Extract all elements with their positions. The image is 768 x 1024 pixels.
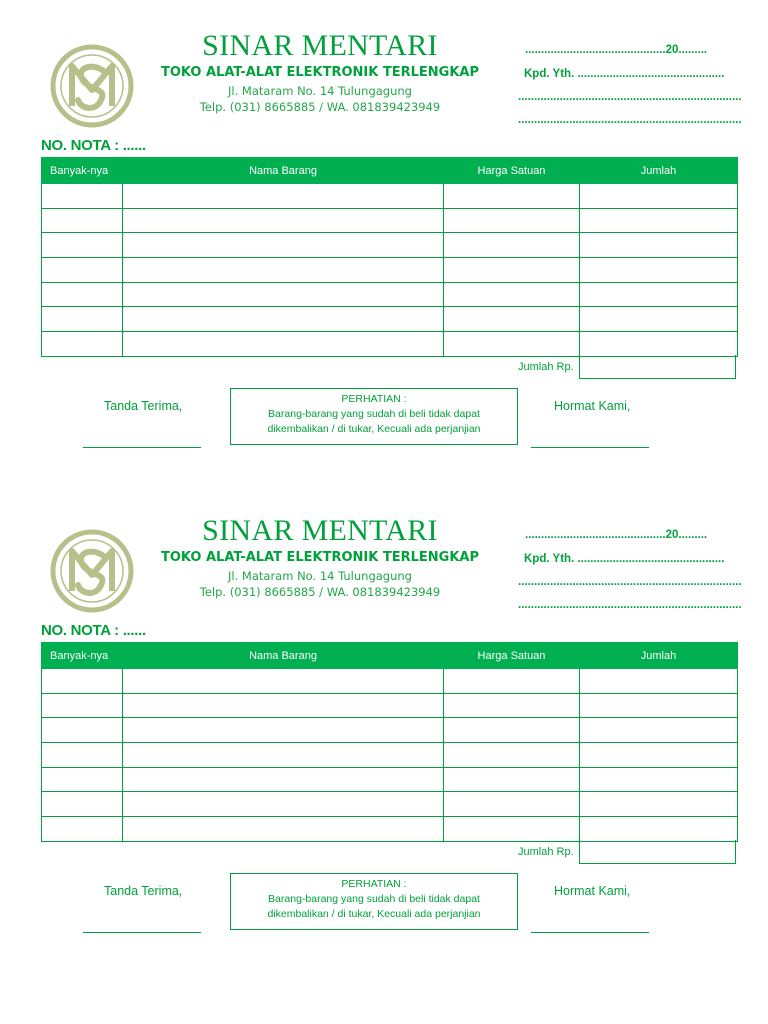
table-row [42,792,738,817]
amount-cell[interactable] [580,184,738,209]
item-name-cell[interactable] [123,208,444,233]
unit-price-cell[interactable] [444,233,580,258]
amount-cell[interactable] [580,282,738,307]
items-table [41,642,738,842]
amount-cell[interactable] [580,307,738,332]
item-name-cell[interactable] [123,233,444,258]
shop-phone: Telp. (031) 8665885 / WA. 081839423949 [199,100,441,114]
table-row [42,817,738,842]
quantity-cell[interactable] [42,258,123,283]
invoice-form-top [0,0,768,470]
sender-signature-line[interactable] [531,932,649,933]
unit-price-cell[interactable] [444,743,580,768]
table-row [42,669,738,694]
quantity-cell[interactable] [42,669,123,694]
quantity-cell[interactable] [42,693,123,718]
receiver-signature-label: Tanda Terima, [104,884,183,898]
amount-cell[interactable] [580,792,738,817]
header-item-name: Nama Barang [123,158,444,184]
unit-price-cell[interactable] [444,817,580,842]
item-name-cell[interactable] [123,817,444,842]
header-amount: Jumlah [580,643,738,669]
quantity-cell[interactable] [42,767,123,792]
sm-monogram-logo [50,529,134,613]
recipient-address-line-1[interactable]: ...................................................................... [518,91,742,103]
item-name-cell[interactable] [123,184,444,209]
table-row [42,233,738,258]
amount-cell[interactable] [580,817,738,842]
item-name-cell[interactable] [123,693,444,718]
table-row [42,767,738,792]
unit-price-cell[interactable] [444,767,580,792]
sender-signature-label: Hormat Kami, [554,884,631,898]
unit-price-cell[interactable] [444,669,580,694]
shop-phone: Telp. (031) 8665885 / WA. 081839423949 [199,585,441,599]
recipient-line[interactable]: Kpd. Yth. .............................................. [524,553,725,565]
quantity-cell[interactable] [42,233,123,258]
quantity-cell[interactable] [42,332,123,357]
sender-signature-line[interactable] [531,447,649,448]
header-quantity: Banyak-nya [42,158,123,184]
amount-cell[interactable] [580,693,738,718]
notice-title: PERHATIAN : [341,393,407,405]
table-row [42,743,738,768]
unit-price-cell[interactable] [444,718,580,743]
notice-line-1: Barang-barang yang sudah di beli tidak dapat [268,893,480,905]
amount-cell[interactable] [580,258,738,283]
notice-line-2: dikembalikan / di tukar, Kecuali ada perjanjian [267,423,481,435]
quantity-cell[interactable] [42,282,123,307]
amount-cell[interactable] [580,332,738,357]
recipient-line[interactable]: Kpd. Yth. .............................................. [524,68,725,80]
nota-number-label[interactable]: NO. NOTA : ...... [41,622,146,639]
sender-signature-label: Hormat Kami, [554,399,631,413]
sm-monogram-logo [50,44,134,128]
table-row [42,332,738,357]
amount-cell[interactable] [580,718,738,743]
unit-price-cell[interactable] [444,792,580,817]
table-row [42,184,738,209]
quantity-cell[interactable] [42,184,123,209]
header-unit-price: Harga Satuan [444,643,580,669]
notice-box [230,388,518,445]
header-amount: Jumlah [580,158,738,184]
receiver-signature-line[interactable] [83,932,201,933]
table-row [42,282,738,307]
receiver-signature-line[interactable] [83,447,201,448]
shop-address: Jl. Mataram No. 14 Tulungagung [228,569,412,583]
table-header-row [42,643,738,669]
item-name-cell[interactable] [123,792,444,817]
item-name-cell[interactable] [123,307,444,332]
table-row [42,258,738,283]
item-name-cell[interactable] [123,332,444,357]
unit-price-cell[interactable] [444,332,580,357]
amount-cell[interactable] [580,743,738,768]
item-name-cell[interactable] [123,718,444,743]
table-row [42,718,738,743]
table-row [42,208,738,233]
receiver-signature-label: Tanda Terima, [104,399,183,413]
item-name-cell[interactable] [123,282,444,307]
shop-tagline: TOKO ALAT-ALAT ELEKTRONIK TERLENGKAP [160,550,480,565]
recipient-address-line-2[interactable]: ...................................................................... [518,114,742,126]
shop-tagline: TOKO ALAT-ALAT ELEKTRONIK TERLENGKAP [160,65,480,80]
shop-name: SINAR MENTARI [202,29,438,62]
item-name-cell[interactable] [123,743,444,768]
items-table [41,157,738,357]
date-line[interactable]: ............................................20......... [525,529,708,541]
total-label: Jumlah Rp. [518,846,574,858]
notice-box [230,873,518,930]
notice-line-1: Barang-barang yang sudah di beli tidak dapat [268,408,480,420]
total-field[interactable] [579,840,736,864]
notice-line-2: dikembalikan / di tukar, Kecuali ada perjanjian [267,908,481,920]
amount-cell[interactable] [580,669,738,694]
nota-number-label[interactable]: NO. NOTA : ...... [41,137,146,154]
quantity-cell[interactable] [42,792,123,817]
table-row [42,307,738,332]
amount-cell[interactable] [580,233,738,258]
quantity-cell[interactable] [42,307,123,332]
table-header-row [42,158,738,184]
quantity-cell[interactable] [42,817,123,842]
header-quantity: Banyak-nya [42,643,123,669]
notice-title: PERHATIAN : [341,878,407,890]
header-unit-price: Harga Satuan [444,158,580,184]
unit-price-cell[interactable] [444,258,580,283]
recipient-address-line-1[interactable]: ...................................................................... [518,576,742,588]
amount-cell[interactable] [580,767,738,792]
shop-address: Jl. Mataram No. 14 Tulungagung [228,84,412,98]
unit-price-cell[interactable] [444,693,580,718]
table-row [42,693,738,718]
unit-price-cell[interactable] [444,307,580,332]
invoice-form-bottom [0,485,768,955]
recipient-address-line-2[interactable]: ...................................................................... [518,599,742,611]
item-name-cell[interactable] [123,669,444,694]
quantity-cell[interactable] [42,743,123,768]
quantity-cell[interactable] [42,208,123,233]
unit-price-cell[interactable] [444,282,580,307]
header-item-name: Nama Barang [123,643,444,669]
shop-name: SINAR MENTARI [202,514,438,547]
unit-price-cell[interactable] [444,184,580,209]
item-name-cell[interactable] [123,767,444,792]
unit-price-cell[interactable] [444,208,580,233]
item-name-cell[interactable] [123,258,444,283]
total-label: Jumlah Rp. [518,361,574,373]
amount-cell[interactable] [580,208,738,233]
quantity-cell[interactable] [42,718,123,743]
date-line[interactable]: ............................................20......... [525,44,708,56]
total-field[interactable] [579,355,736,379]
